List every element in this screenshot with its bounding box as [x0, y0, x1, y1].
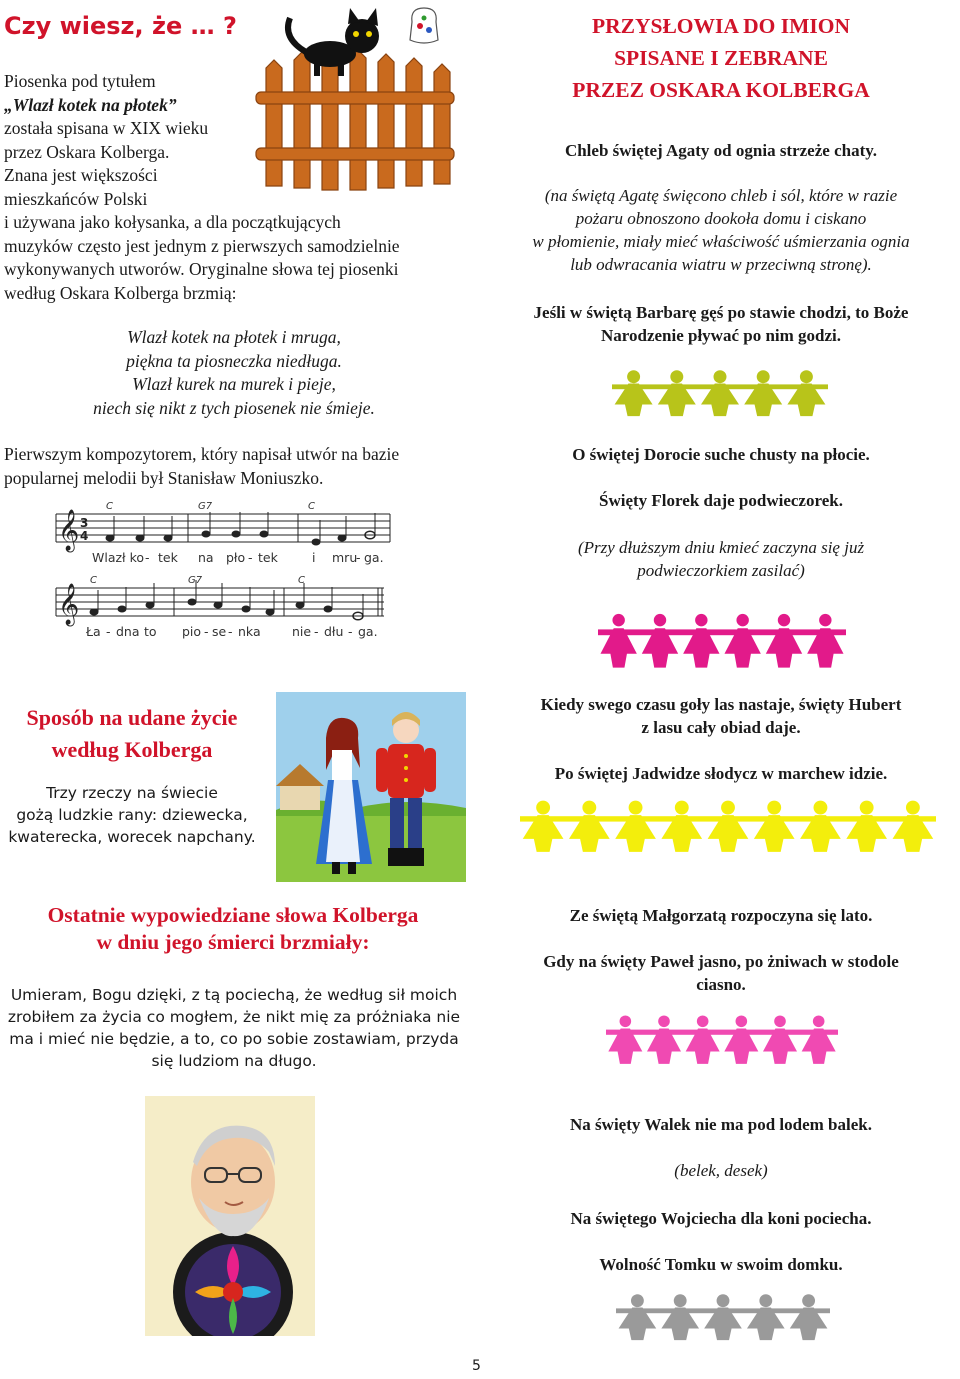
chord-label: G7 [198, 501, 213, 512]
lyric-syllable: tek [258, 550, 278, 565]
proverb-line: Gdy na święty Paweł jasno, po żniwach w stodole [543, 952, 899, 971]
sheet-music [52, 500, 394, 650]
lyric-syllable: Wlazł ko [92, 550, 145, 565]
lyric-syllable: - [106, 624, 111, 639]
note-line: (na świętą Agatę święcono chleb i sól, które w razie [544, 186, 898, 205]
intro-line: Piosenka pod tytułem [4, 71, 156, 91]
lyric-syllable: nie [292, 624, 312, 639]
song-title: „Wlazł kotek na płotek” [4, 94, 177, 115]
lyric-syllable: - [248, 550, 253, 565]
garland-olive-drawing [612, 370, 828, 418]
proverbs-heading [490, 10, 952, 106]
text-line: gożą ludzkie rany: dziewecka, [16, 806, 248, 824]
lyric-syllable: dłu [324, 624, 344, 639]
staff-2 [56, 575, 384, 626]
lyric-syllable: to [144, 624, 157, 639]
chord-label: C [308, 501, 315, 512]
svg-text:𝄞: 𝄞 [58, 584, 80, 625]
proverb-dorota: O świętej Dorocie suche chusty na płocie. [572, 445, 870, 464]
proverb-wojciech: Na świętego Wojciecha dla koni pociecha. [570, 1209, 872, 1228]
heading-line: w dniu jego śmierci brzmiały: [96, 930, 370, 954]
text-line: się ludziom na długo. [151, 1052, 317, 1070]
proverb-line: Kiedy swego czasu goły las nastaje, święty Hubert [540, 695, 902, 714]
proverb-line: Narodzenie pływać po nim godzi. [600, 326, 842, 345]
proverb-agata: Chleb świętej Agaty od ognia strzeże chaty. [564, 141, 878, 160]
garland-pink-drawing [606, 1014, 838, 1066]
intro-line: mieszkańców Polski [4, 188, 148, 209]
lyric-syllable: - [348, 624, 353, 639]
lyric-syllable: - [228, 624, 233, 639]
garland-gray [616, 1294, 830, 1342]
garland-yellow [520, 800, 936, 854]
heading-line: według Kolberga [51, 737, 213, 762]
composer-line: popularnej melodii był Stanisław Moniuszko. [4, 467, 324, 488]
proverb-agata-note [486, 184, 956, 276]
chord-label: C [298, 575, 305, 586]
proverb-tomek: Wolność Tomku w swoim domku. [599, 1255, 843, 1274]
proverb-florek: Święty Florek daje podwieczorek. [599, 491, 843, 510]
page-number: 5 [472, 1358, 481, 1374]
lyric-syllable: - [204, 624, 209, 639]
lyric-syllable: dna [116, 624, 140, 639]
poem-line: Wlazł kurek na murek i pieje, [132, 374, 336, 394]
last-words-text [0, 984, 468, 1072]
composer-line: Pierwszym kompozytorem, który napisał utwór na bazie [4, 444, 400, 464]
lyrics-row-2 [85, 624, 378, 639]
kolberg-caricature-portrait [145, 1096, 315, 1336]
chord-label: C [106, 501, 113, 512]
proverb-malgorzata: Ze świętą Małgorzatą rozpoczyna się lato. [569, 906, 873, 925]
proverb-barbara [490, 301, 952, 347]
intro-line: przez Oskara Kolberga. [4, 141, 170, 162]
chord-label: C [90, 575, 97, 586]
note-line: (Przy dłuższym dniu kmieć zaczyna się już [577, 538, 865, 557]
intro-line: Znana jest większości [4, 165, 158, 185]
garland-magenta-drawing [598, 612, 846, 670]
heading-line: Ostatnie wypowiedziane słowa Kolberga [47, 903, 419, 927]
lyric-syllable: i [312, 550, 316, 565]
lyric-syllable: ga. [364, 550, 384, 565]
did-you-know-heading: Czy wiesz, że … ? [4, 12, 237, 40]
lyric-syllable: nka [238, 624, 261, 639]
note-line: w płomienie, miały mieć właściwość uśmierzania ognia [532, 232, 910, 251]
heading-line: PRZYSŁOWIA DO IMION [591, 14, 851, 38]
text-line: ma i mieć nie będzie, a to, co po sobie zostawiam, przyda [9, 1030, 459, 1048]
heading-line: PRZEZ OSKARA KOLBERGA [572, 78, 870, 102]
proverb-jadwiga: Po świętej Jadwidze słodycz w marchew idzie. [554, 764, 888, 783]
text-line: kwaterecka, worecek napchany. [8, 828, 256, 846]
proverb-hubert [490, 693, 952, 739]
lyrics-row-1 [92, 550, 384, 565]
lyric-syllable: se [212, 624, 227, 639]
garland-yellow-drawing [520, 800, 936, 854]
lyric-syllable: Ła [86, 624, 101, 639]
lyric-syllable: - [314, 624, 319, 639]
text-line: Umieram, Bogu dzięki, z tą pociechą, że według sił moich [10, 986, 458, 1004]
intro-line: wykonywanych utworów. Oryginalne słowa tej piosenki [4, 259, 399, 279]
song-lyrics-poem [4, 326, 464, 420]
lyric-syllable: pło [226, 550, 246, 565]
lyric-syllable: ga. [358, 624, 378, 639]
intro-line: została spisana w XIX wieku [4, 118, 209, 138]
svg-text:𝄞: 𝄞 [58, 510, 80, 551]
lyric-syllable: mru [332, 550, 358, 565]
lyric-syllable: na [198, 550, 214, 565]
text-line: Trzy rzeczy na świecie [46, 784, 218, 802]
heading-line: Sposób na udane życie [26, 705, 238, 730]
intro-line: muzyków często jest jednym z pierwszych samodzielnie [4, 235, 400, 256]
proverb-walek: Na święty Walek nie ma pod lodem balek. [570, 1115, 872, 1134]
note-line: lub odwracania wiatru w przeciwną stronę). [570, 255, 872, 274]
intro-paragraph [4, 70, 474, 305]
proverb-florek-note [490, 536, 952, 582]
happy-life-text [0, 782, 264, 848]
garland-olive [612, 370, 828, 418]
lyric-syllable: - [145, 550, 150, 565]
svg-text:4: 4 [80, 529, 89, 543]
composer-paragraph [4, 443, 474, 490]
proverb-pawel [490, 950, 952, 996]
poem-line: piękna ta piosneczka niedługa. [126, 350, 342, 371]
garland-pink [606, 1014, 838, 1066]
heading-line: SPISANE I ZEBRANE [614, 46, 828, 70]
text-line: zrobiłem za życia co mogłem, że nikt mię za próżniaka nie [7, 1008, 461, 1026]
garland-magenta [598, 612, 846, 670]
svg-text:3: 3 [80, 516, 89, 530]
garland-gray-drawing [616, 1294, 830, 1342]
proverb-line: z lasu cały obiad daje. [641, 718, 801, 737]
proverb-line: Jeśli w świętą Barbarę gęś po stawie chodzi, to Boże [533, 303, 909, 322]
folk-couple-illustration [276, 692, 466, 882]
lyric-syllable: - [356, 550, 361, 565]
lyric-syllable: tek [158, 550, 178, 565]
poem-line: niech się nikt z tych piosenek nie śmieje. [93, 397, 375, 418]
note-line: pożaru obnoszono dookoła domu i ciskano [575, 209, 867, 228]
lyric-syllable: pio [182, 624, 202, 639]
proverb-line: ciasno. [696, 975, 746, 994]
intro-line: i używana jako kołysanka, a dla początkujących [4, 212, 341, 232]
chord-label: G7 [188, 575, 203, 586]
happy-life-heading [0, 702, 264, 766]
last-words-heading [0, 902, 466, 956]
intro-line: według Oskara Kolberga brzmią: [4, 282, 237, 303]
poem-line: Wlazł kotek na płotek i mruga, [127, 327, 341, 347]
proverb-walek-note: (belek, desek) [674, 1161, 768, 1180]
note-line: podwieczorkiem zasilać) [637, 561, 805, 580]
staff-1 [56, 501, 390, 552]
